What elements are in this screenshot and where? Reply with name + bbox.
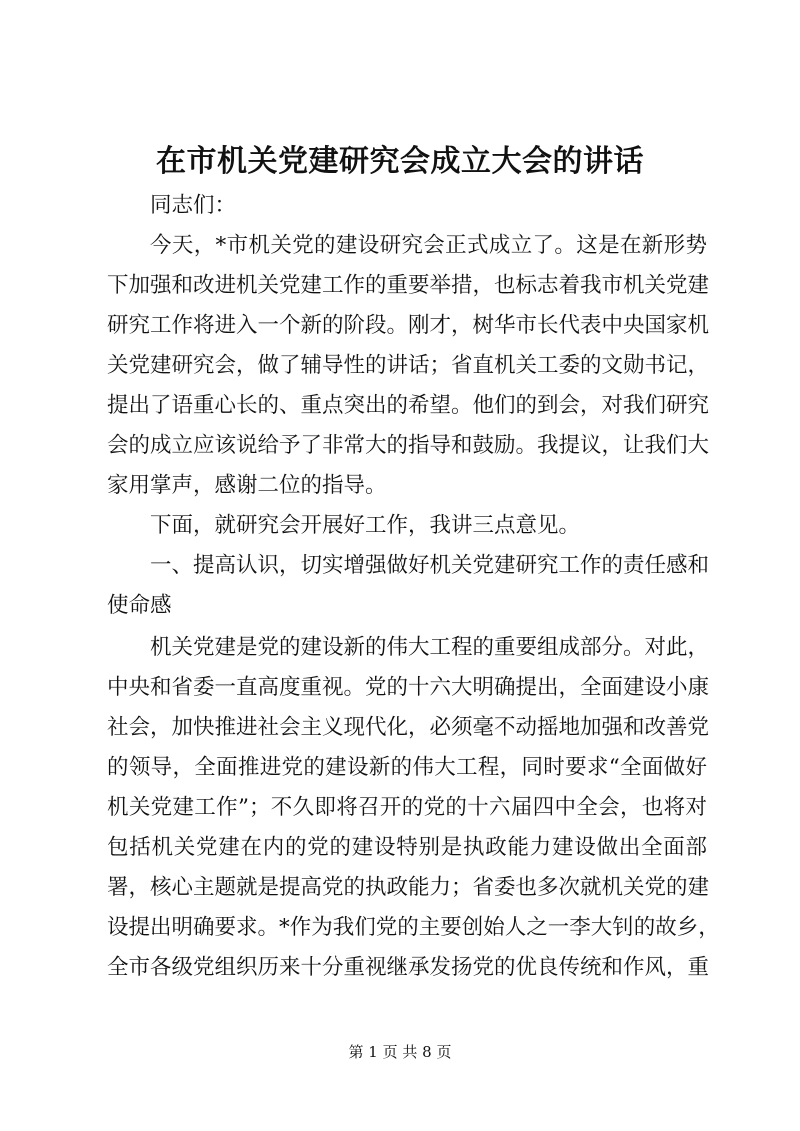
body-text-line: 中央和省委一直高度重视。党的十六大明确提出，全面建设小康: [107, 675, 710, 700]
body-text-line: 设提出明确要求。*作为我们党的主要创始人之一李大钊的故乡，: [107, 915, 720, 940]
body-text-line: 研究工作将进入一个新的阶段。刚才，树华市长代表中央国家机: [107, 313, 710, 338]
body-text-line: 家用掌声，感谢二位的指导。: [107, 473, 387, 498]
body-text-line: 今天，*市机关党的建设研究会正式成立了。这是在新形势: [150, 233, 707, 258]
body-text-line: 关党建研究会，做了辅导性的讲话；省直机关工委的文勋书记，: [107, 353, 710, 378]
page-number-footer: 第 1 页 共 8 页: [348, 1043, 452, 1061]
salutation-line: 同志们：: [150, 193, 237, 218]
body-text-line: 下加强和改进机关党建工作的重要举措，也标志着我市机关党建: [107, 273, 710, 298]
section-heading-line: 一、提高认识，切实增强做好机关党建研究工作的责任感和: [150, 553, 710, 578]
body-text-line: 署，核心主题就是提高党的执政能力；省委也多次就机关党的建: [107, 875, 710, 900]
section-heading-line: 使命感: [107, 593, 172, 618]
body-text-line: 机关党建工作”；不久即将召开的党的十六届四中全会，也将对: [107, 795, 707, 820]
document-title: 在市机关党建研究会成立大会的讲话: [156, 144, 644, 179]
body-text-line: 下面，就研究会开展好工作，我讲三点意见。: [150, 513, 581, 538]
body-text-line: 提出了语重心长的、重点突出的希望。他们的到会，对我们研究: [107, 393, 710, 418]
body-text-line: 包括机关党建在内的党的建设特别是执政能力建设做出全面部: [107, 835, 707, 860]
body-text-line: 全市各级党组织历来十分重视继承发扬党的优良传统和作风，重: [107, 955, 710, 980]
body-text-line: 社会，加快推进社会主义现代化，必须毫不动摇地加强和改善党: [107, 715, 710, 740]
body-text-line: 会的成立应该说给予了非常大的指导和鼓励。我提议，让我们大: [107, 433, 710, 458]
body-text-line: 机关党建是党的建设新的伟大工程的重要组成部分。对此，: [150, 635, 710, 660]
body-text-line: 的领导，全面推进党的建设新的伟大工程，同时要求“全面做好: [107, 755, 707, 780]
